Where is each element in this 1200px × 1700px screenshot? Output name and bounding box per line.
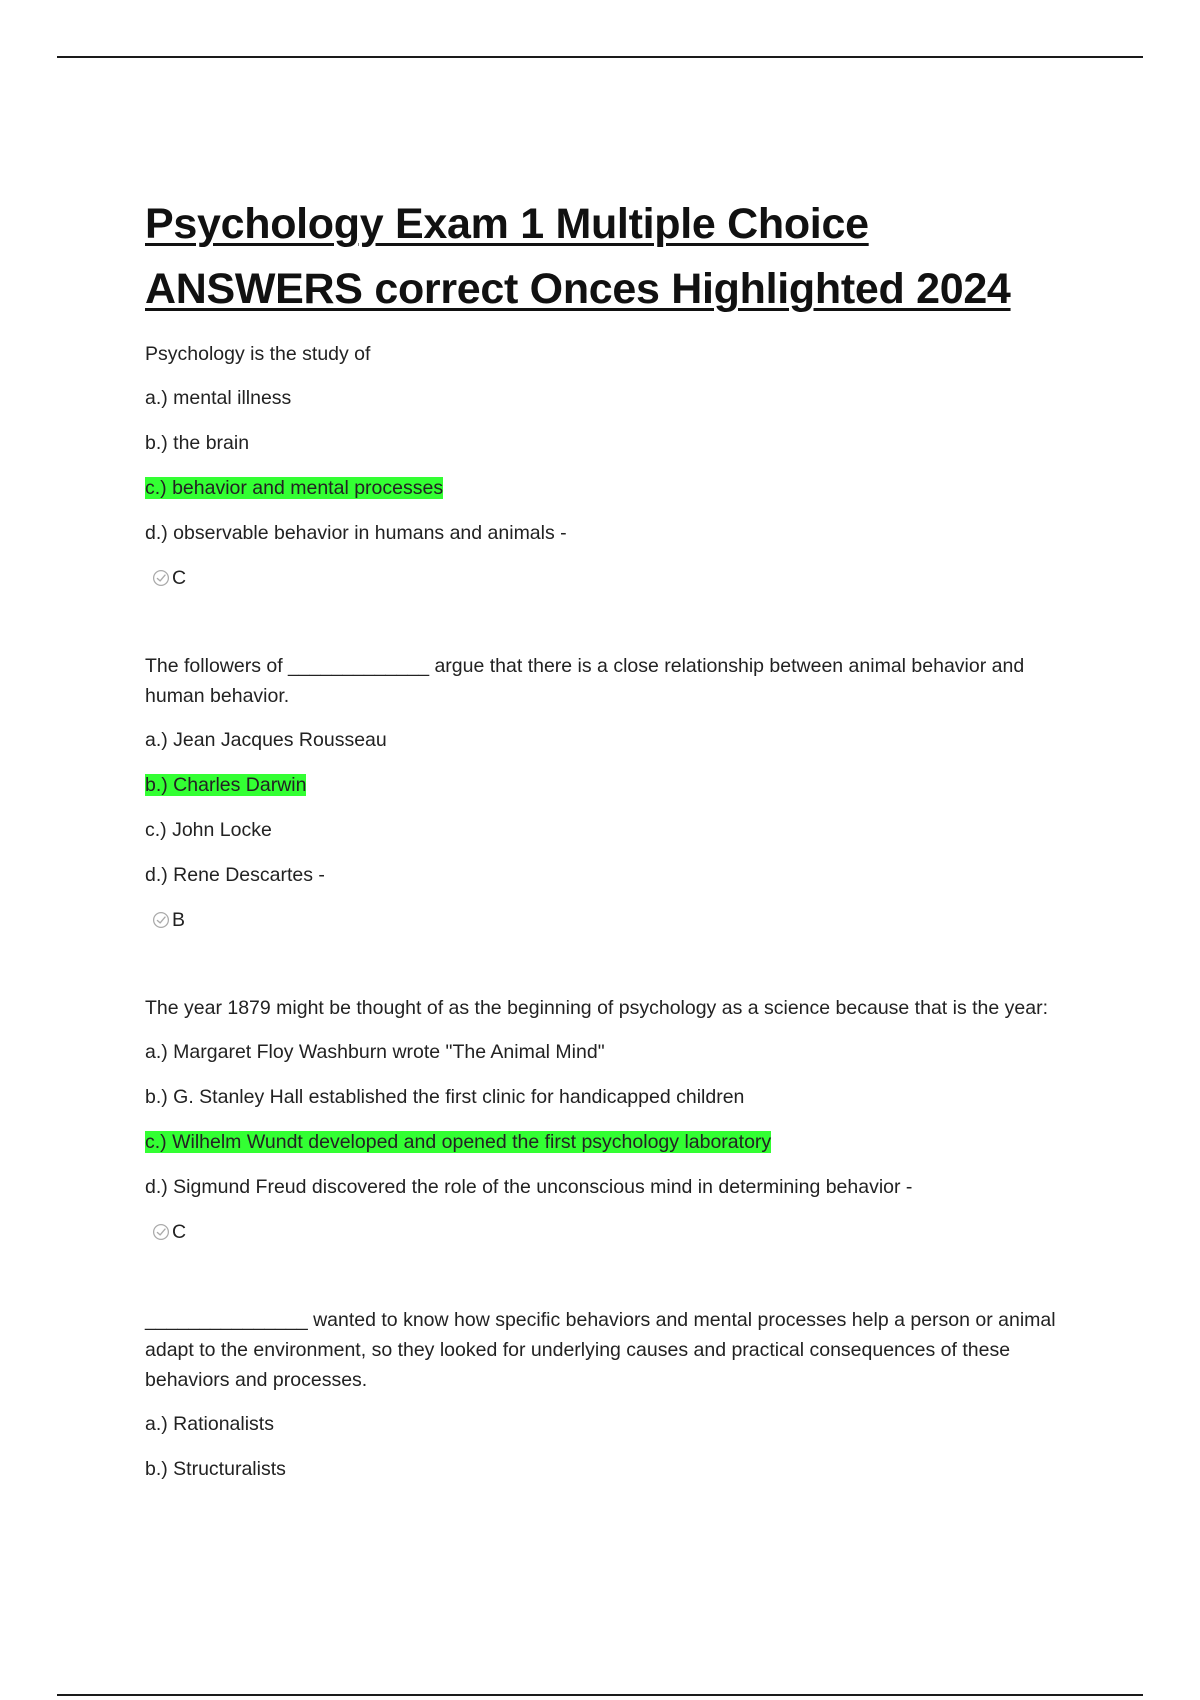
answer-option: [145, 1039, 1065, 1065]
option-text: d.) observable behavior in humans and animals -: [145, 522, 567, 544]
option-text: a.) Jean Jacques Rousseau: [145, 729, 387, 751]
question-block: [145, 651, 1065, 933]
answer-letter: C: [172, 1221, 187, 1243]
answer-letter: B: [172, 909, 186, 931]
check-circle-icon: [152, 911, 170, 929]
option-text: b.) the brain: [145, 432, 250, 454]
option-text: a.) Margaret Floy Washburn wrote "The Animal Mind": [145, 1041, 605, 1063]
question-list: [145, 339, 1065, 1482]
answer-option: [145, 727, 1065, 753]
option-text: c.) Wilhelm Wundt developed and opened the first psychology laboratory: [145, 1131, 772, 1153]
answer-key: [152, 565, 1065, 591]
option-text: c.) behavior and mental processes: [145, 477, 444, 499]
answer-option: [145, 430, 1065, 456]
option-text: b.) G. Stanley Hall established the first clinic for handicapped children: [145, 1086, 745, 1108]
question-text: The followers of _____________ argue that there is a close relationship between animal behavior and human behavior.: [145, 655, 1025, 707]
option-text: d.) Rene Descartes -: [145, 864, 325, 886]
check-circle-icon: [152, 1223, 170, 1241]
answer-option: [145, 1456, 1065, 1482]
answer-option-correct: [145, 772, 1065, 798]
option-text: b.) Charles Darwin: [145, 774, 307, 796]
bottom-rule: [57, 1694, 1143, 1696]
answer-option: [145, 817, 1065, 843]
question-text: _______________ wanted to know how specific behaviors and mental processes help a person or animal adapt to the environment, so they looked for underlying causes and practical consequences of these behaviors and processes.: [145, 1309, 1056, 1391]
question-block: [145, 993, 1065, 1245]
question-block: [145, 339, 1065, 591]
question-text: Psychology is the study of: [145, 343, 371, 365]
answer-option: [145, 520, 1065, 546]
question-block: [145, 1305, 1065, 1482]
option-text: a.) mental illness: [145, 387, 292, 409]
answer-option-correct: [145, 1129, 1065, 1155]
answer-option-correct: [145, 475, 1065, 501]
check-circle-icon: [152, 569, 170, 587]
document-title: Psychology Exam 1 Multiple Choice ANSWERS correct Onces Highlighted 2024: [145, 200, 1011, 313]
answer-option: [145, 1411, 1065, 1437]
answer-option: [145, 862, 1065, 888]
option-text: d.) Sigmund Freud discovered the role of the unconscious mind in determining behavior -: [145, 1176, 913, 1198]
document-body: [145, 192, 1065, 1501]
answer-letter: C: [172, 567, 187, 589]
answer-option: [145, 1084, 1065, 1110]
option-text: a.) Rationalists: [145, 1413, 274, 1435]
question-text: The year 1879 might be thought of as the beginning of psychology as a science because that is the year:: [145, 997, 1048, 1019]
answer-key: [152, 907, 1065, 933]
answer-option: [145, 1174, 1065, 1200]
answer-option: [145, 385, 1065, 411]
top-rule: [57, 56, 1143, 58]
option-text: b.) Structuralists: [145, 1458, 286, 1480]
option-text: c.) John Locke: [145, 819, 272, 841]
answer-key: [152, 1219, 1065, 1245]
